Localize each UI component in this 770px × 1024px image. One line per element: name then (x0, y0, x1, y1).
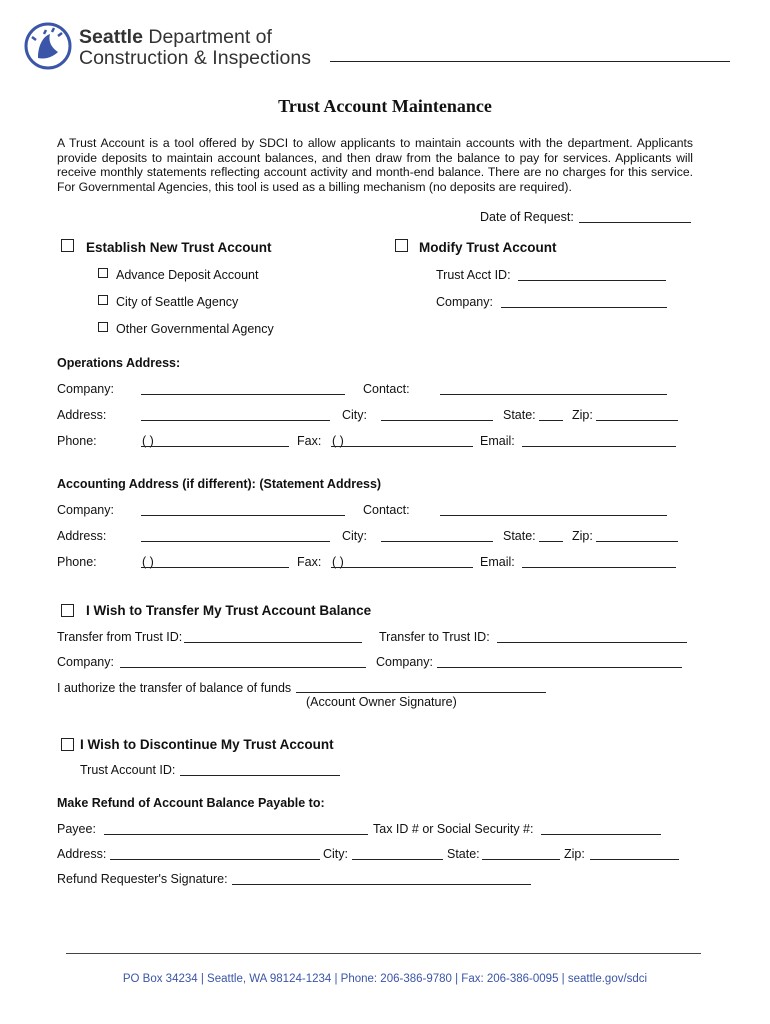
tax-id-label: Tax ID # or Social Security #: (373, 822, 534, 836)
ops-state-field[interactable] (539, 420, 563, 421)
transfer-company-right-field[interactable] (437, 667, 682, 668)
page-title: Trust Account Maintenance (278, 96, 492, 116)
acct-state-field[interactable] (539, 541, 563, 542)
city-agency-checkbox[interactable] (98, 295, 108, 305)
footer-contact: PO Box 34234 | Seattle, WA 98124-1234 | Phone: 206-386-9780 | Fax: 206-386-0095 | seattle.gov/sdci (122, 973, 648, 985)
acct-city-label: City: (342, 529, 367, 543)
acct-company-label: Company: (57, 503, 114, 517)
transfer-to-field[interactable] (497, 642, 687, 643)
tax-id-field[interactable] (541, 834, 661, 835)
modify-company-field[interactable] (501, 307, 667, 308)
discontinue-trust-id-label: Trust Account ID: (80, 763, 176, 777)
refund-heading: Make Refund of Account Balance Payable to: (57, 796, 325, 810)
establish-heading: Establish New Trust Account (86, 240, 272, 255)
acct-city-field[interactable] (381, 541, 493, 542)
payee-label: Payee: (57, 822, 96, 836)
date-of-request-label: Date of Request: (480, 210, 574, 224)
ops-phone-paren: ( ) (142, 434, 154, 448)
transfer-checkbox[interactable] (61, 604, 74, 617)
refund-address-field[interactable] (110, 859, 320, 860)
refund-city-field[interactable] (352, 859, 443, 860)
trust-acct-id-label: Trust Acct ID: (436, 268, 511, 282)
ops-email-field[interactable] (522, 446, 676, 447)
acct-zip-field[interactable] (596, 541, 678, 542)
department-name-bold: Seattle (79, 26, 143, 48)
header-rule (330, 61, 730, 62)
ops-email-label: Email: (480, 434, 515, 448)
advance-deposit-label: Advance Deposit Account (116, 268, 259, 282)
transfer-from-field[interactable] (184, 642, 362, 643)
acct-contact-field[interactable] (440, 515, 667, 516)
refund-state-label: State: (447, 847, 480, 861)
ops-address-label: Address: (57, 408, 107, 422)
ops-fax-paren: ( ) (332, 434, 344, 448)
acct-contact-label: Contact: (363, 503, 410, 517)
date-of-request-field[interactable] (579, 222, 691, 223)
acct-fax-paren: ( ) (332, 555, 344, 569)
acct-email-field[interactable] (522, 567, 676, 568)
discontinue-checkbox[interactable] (61, 738, 74, 751)
footer-rule (66, 953, 701, 954)
ops-zip-label: Zip: (572, 408, 593, 422)
acct-fax-field[interactable] (331, 567, 473, 568)
acct-phone-label: Phone: (57, 555, 97, 569)
trust-acct-id-field[interactable] (518, 280, 666, 281)
ops-company-label: Company: (57, 382, 114, 396)
refund-city-label: City: (323, 847, 348, 861)
establish-checkbox[interactable] (61, 239, 74, 252)
seattle-logo-icon (24, 22, 72, 70)
transfer-from-label: Transfer from Trust ID: (57, 630, 183, 644)
ops-contact-label: Contact: (363, 382, 410, 396)
payee-field[interactable] (104, 834, 368, 835)
transfer-company-left-field[interactable] (120, 667, 366, 668)
ops-fax-label: Fax: (297, 434, 322, 448)
other-agency-checkbox[interactable] (98, 322, 108, 332)
ops-contact-field[interactable] (440, 394, 667, 395)
refund-zip-field[interactable] (590, 859, 679, 860)
refund-address-label: Address: (57, 847, 107, 861)
acct-company-field[interactable] (141, 515, 345, 516)
acct-state-label: State: (503, 529, 536, 543)
ops-zip-field[interactable] (596, 420, 678, 421)
ops-address-field[interactable] (141, 420, 330, 421)
refund-signature-field[interactable] (232, 884, 531, 885)
refund-state-field[interactable] (482, 859, 560, 860)
accounting-heading: Accounting Address (if different): (Statement Address) (57, 477, 382, 491)
operations-heading: Operations Address: (57, 356, 181, 370)
transfer-company-right-label: Company: (376, 655, 433, 669)
transfer-to-label: Transfer to Trust ID: (379, 630, 490, 644)
acct-phone-paren: ( ) (142, 555, 154, 569)
ops-city-field[interactable] (381, 420, 493, 421)
refund-zip-label: Zip: (564, 847, 585, 861)
department-name-line2: Construction & Inspections (79, 47, 311, 69)
ops-fax-field[interactable] (331, 446, 473, 447)
transfer-company-left-label: Company: (57, 655, 114, 669)
authorize-label: I authorize the transfer of balance of funds (57, 681, 292, 695)
modify-company-label: Company: (436, 295, 493, 309)
acct-address-label: Address: (57, 529, 107, 543)
department-name-rest: Department of (142, 26, 272, 48)
acct-address-field[interactable] (141, 541, 330, 542)
acct-email-label: Email: (480, 555, 515, 569)
other-agency-label: Other Governmental Agency (116, 322, 274, 336)
ops-city-label: City: (342, 408, 367, 422)
acct-zip-label: Zip: (572, 529, 593, 543)
acct-phone-field[interactable] (141, 567, 289, 568)
ops-phone-field[interactable] (141, 446, 289, 447)
modify-heading: Modify Trust Account (419, 240, 557, 255)
advance-deposit-checkbox[interactable] (98, 268, 108, 278)
signature-caption: (Account Owner Signature) (306, 695, 457, 709)
authorize-signature-field[interactable] (296, 692, 546, 693)
ops-phone-label: Phone: (57, 434, 97, 448)
city-agency-label: City of Seattle Agency (116, 295, 239, 309)
intro-paragraph: A Trust Account is a tool offered by SDCI to allow applicants to maintain accounts with the department. Applicants provide deposits to maintain account balances, and then draw from the balance to pay for services. Applicants will receive monthly statements reflecting account activity and month-end balance. There are no charges for this service. For Governmental Agencies, this tool is used as a billing mechanism (no deposits are required). (57, 136, 693, 194)
acct-fax-label: Fax: (297, 555, 322, 569)
ops-company-field[interactable] (141, 394, 345, 395)
ops-state-label: State: (503, 408, 536, 422)
discontinue-heading: I Wish to Discontinue My Trust Account (80, 737, 334, 752)
discontinue-trust-id-field[interactable] (180, 775, 340, 776)
department-name-line1 (79, 27, 272, 47)
refund-signature-label: Refund Requester's Signature: (57, 872, 228, 886)
modify-checkbox[interactable] (395, 239, 408, 252)
transfer-heading: I Wish to Transfer My Trust Account Balance (86, 603, 372, 618)
